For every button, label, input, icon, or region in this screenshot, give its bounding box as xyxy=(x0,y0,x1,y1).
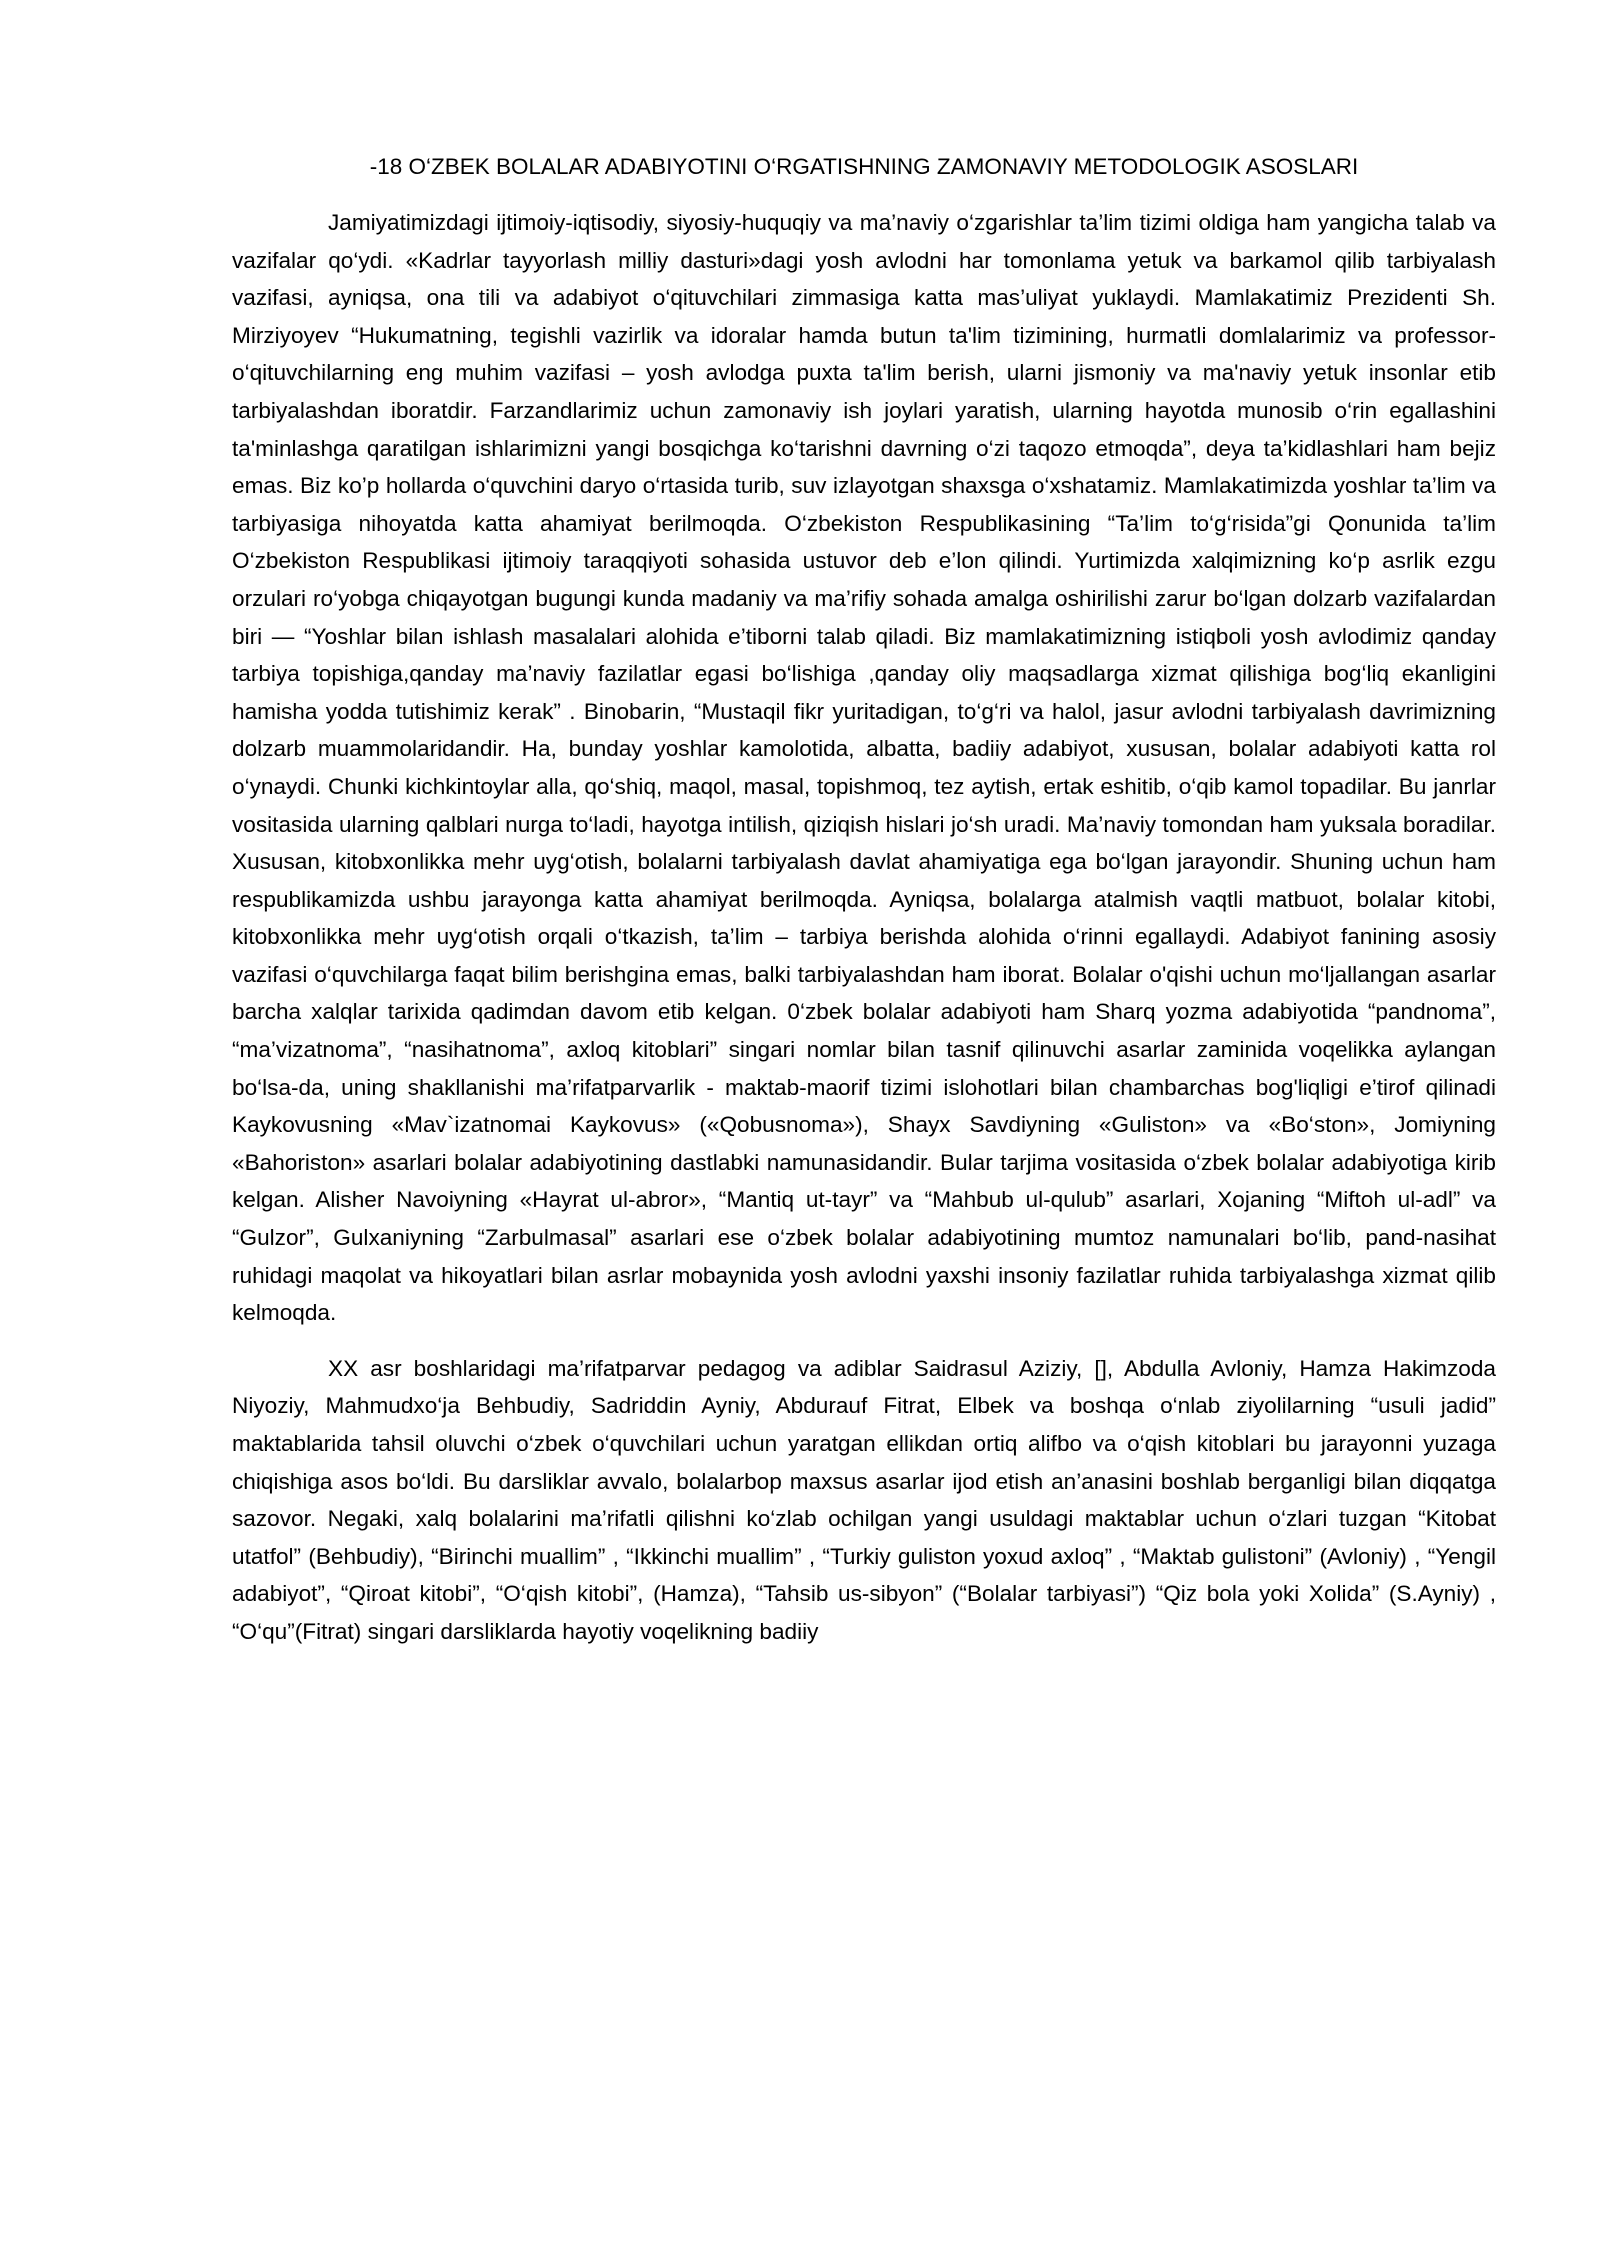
document-body xyxy=(232,152,1496,1651)
document-title: -18 O‘ZBEK BOLALAR ADABIYOTINI O‘RGATISHNING ZAMONAVIY METODOLOGIK ASOSLARI xyxy=(369,154,1359,179)
paragraph: Jamiyatimizdagi ijtimoiy-iqtisodiy, siyosiy-huquqiy va ma’naviy o‘zgarishlar ta’lim tizimi oldiga ham yangicha talab va vazifalar qo‘ydi. «Kadrlar tayyorlash milliy dasturi»dagi yosh avlodni har tomonlama yetuk va barkamol qilib tarbiyalash vazifasi, ayniqsa, ona tili va adabiyot o‘qituvchilari zimmasiga katta mas’uliyat yuklaydi. Mamlakatimiz Prezidenti Sh. Mirziyoyev “Hukumatning, tegishli vazirlik va idoralar hamda butun ta'lim tizimining, hurmatli domlalarimiz va professor-o‘qituvchilarning eng muhim vazifasi – yosh avlodga puxta ta'lim berish, ularni jismoniy va ma'naviy yetuk insonlar etib tarbiyalashdan iboratdir. Farzandlarimiz uchun zamonaviy ish joylari yaratish, ularning hayotda munosib o‘rin egallashini ta'minlashga qaratilgan ishlarimizni yangi bosqichga ko‘tarishni davrning o‘zi taqozo etmoqda”, deya ta’kidlashlari ham bejiz emas. Biz ko’p hollarda o‘quvchini daryo o‘rtasida turib, suv izlayotgan shaxsga o‘xshatamiz. Mamlakatimizda yoshlar ta’lim va tarbiyasiga nihoyatda katta ahamiyat berilmoqda. O‘zbekiston Respublikasining “Ta’lim to‘g‘risida”gi Qonunida ta’lim O‘zbekiston Respublikasi ijtimoiy taraqqiyoti sohasida ustuvor deb e’lon qilindi. Yurtimizda xalqimizning ko‘p asrlik ezgu orzulari ro‘yobga chiqayotgan bugungi kunda madaniy va ma’rifiy sohada amalga oshirilishi zarur bo‘lgan dolzarb vazifalardan biri — “Yoshlar bilan ishlash masalalari alohida e’tiborni talab qiladi. Biz mamlakatimizning istiqboli yosh avlodimiz qanday tarbiya topishiga,qanday ma’naviy fazilatlar egasi bo‘lishiga ,qanday oliy maqsadlarga xizmat qilishiga bog‘liq ekanligini hamisha yodda tutishimiz kerak” . Binobarin, “Mustaqil fikr yuritadigan, to‘g‘ri va halol, jasur avlodni tarbiyalash davrimizning dolzarb muammolaridandir. Ha, bunday yoshlar kamolotida, albatta, badiiy adabiyot, xususan, bolalar adabiyoti katta rol o‘ynaydi. Chunki kichkintoylar alla, qo‘shiq, maqol, masal, topishmoq, tez aytish, ertak eshitib, o‘qib kamol topadilar. Bu janrlar vositasida ularning qalblari nurga to‘ladi, hayotga intilish, qiziqish hislari jo‘sh uradi. Ma’naviy tomondan ham yuksala boradilar. Xususan, kitobxonlikka mehr uyg‘otish, bolalarni tarbiyalash davlat ahamiyatiga ega bo‘lgan jarayondir. Shuning uchun ham respublikamizda ushbu jarayonga katta ahamiyat berilmoqda. Ayniqsa, bolalarga atalmish vaqtli matbuot, bolalar kitobi, kitobxonlikka mehr uyg‘otish orqali o‘tkazish, ta’lim – tarbiya berishda alohida o‘rinni egallaydi. Adabiyot fanining asosiy vazifasi o‘quvchilarga faqat bilim berishgina emas, balki tarbiyalashdan ham iborat. Bolalar o'qishi uchun mo‘ljallangan asarlar barcha xalqlar tarixida qadimdan davom etib kelgan. 0‘zbek bolalar adabiyoti ham Sharq yozma adabiyotida “pandnoma”, “ma’vizatnoma”, “nasihatnoma”, axloq kitoblari” singari nomlar bilan tasnif qilinuvchi asarlar zaminida voqelikka aylangan bo‘lsa-da, uning shakllanishi ma’rifatparvarlik - maktab-maorif tizimi islohotlari bilan chambarchas bog'liqligi e’tirof qilinadi Kaykovusning «Mav`izatnomai Kaykovus» («Qobusnoma»), Shayx Savdiyning «Guliston» va «Bo‘ston», Jomiyning «Bahoriston» asarlari bolalar adabiyotining dastlabki namunasidandir. Bular tarjima vositasida o‘zbek bolalar adabiyotiga kirib kelgan. Alisher Navoiyning «Hayrat ul-abror», “Mantiq ut-tayr” va “Mahbub ul-qulub” asarlari, Xojaning “Miftoh ul-adl” va “Gulzor”, Gulxaniyning “Zarbulmasal” asarlari ese o‘zbek bolalar adabiyotining mumtoz namunalari bo‘lib, pand-nasihat ruhidagi maqolat va hikoyatlari bilan asrlar mobaynida yosh avlodni yaxshi insoniy fazilatlar ruhida tarbiyalashga xizmat qilib kelmoqda. xyxy=(232,210,1496,1326)
paragraph: XX asr boshlaridagi ma’rifatparvar pedagog va adiblar Saidrasul Aziziy, [], Abdulla Avloniy, Hamza Hakimzoda Niyoziy, Mahmudxo‘ja Behbudiy, Sadriddin Ayniy, Abdurauf Fitrat, Elbek va boshqa o‘nlab ziyolilarning “usuli jadid” maktablarida tahsil oluvchi o‘zbek o‘quvchilari uchun yaratgan ellikdan ortiq alifbo va o‘qish kitoblari bu jarayonni yuzaga chiqishiga asos bo‘ldi. Bu darsliklar avvalo, bolalarbop maxsus asarlar ijod etish an’anasini boshlab berganligi bilan diqqatga sazovor. Negaki, xalq bolalarini ma’rifatli qilishni ko‘zlab ochilgan yangi usuldagi maktablar uchun o‘zlari tuzgan “Kitobat utatfol” (Behbudiy), “Birinchi muallim” , “Ikkinchi muallim” , “Turkiy guliston yoxud axloq” , “Maktab gulistoni” (Avloniy) , “Yengil adabiyot”, “Qiroat kitobi”, “O‘qish kitobi”, (Hamza), “Tahsib us-sibyon” (“Bolalar tarbiyasi”) “Qiz bola yoki Xolida” (S.Ayniy) , “O‘qu”(Fitrat) singari darsliklarda hayotiy voqelikning badiiy xyxy=(232,1355,1496,1644)
